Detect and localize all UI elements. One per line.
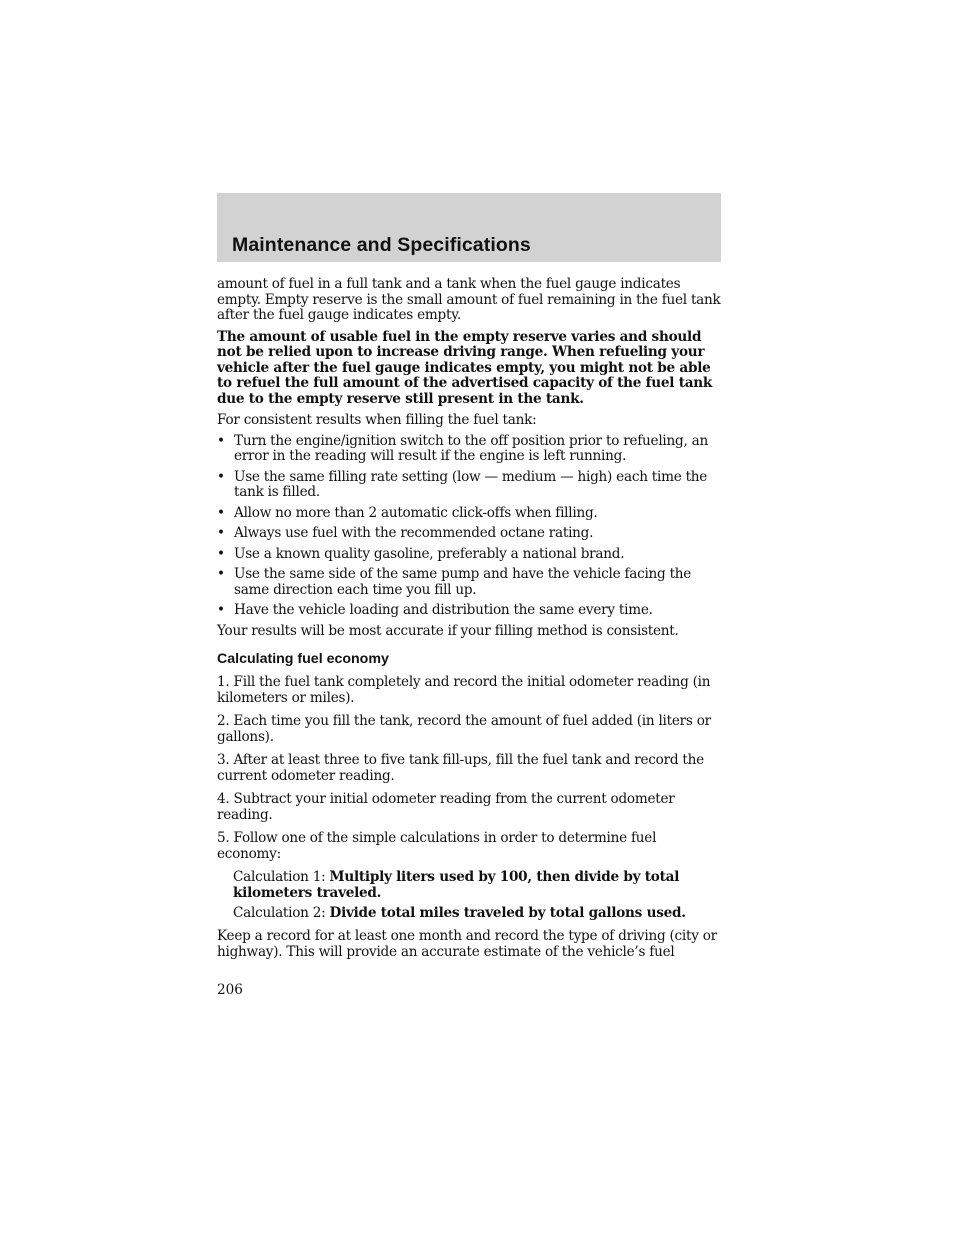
list-item <box>217 470 723 501</box>
step-item: 2. Each time you fill the tank, record the amount of fuel added (in liters or gallons). <box>217 712 711 745</box>
list-item-text: Use the same filling rate setting (low — medium — high) each time the tank is filled. <box>234 468 708 500</box>
bullet-icon: • <box>217 545 225 562</box>
step-item: 1. Fill the fuel tank completely and record the initial odometer reading (in kilometers or miles). <box>217 673 711 706</box>
filling-tips-list <box>217 434 723 619</box>
fuel-economy-steps <box>217 674 723 862</box>
bullet-icon: • <box>217 432 225 449</box>
step-item: 4. Subtract your initial odometer reading from the current odometer reading. <box>217 790 675 823</box>
calculation-text: Divide total miles traveled by total gallons used. <box>329 904 686 921</box>
calculation-text: Multiply liters used by 100, then divide by total kilometers traveled. <box>233 868 680 901</box>
bullet-icon: • <box>217 566 225 582</box>
list-item-text: Use the same side of the same pump and have the vehicle facing the same direction each time you fill up. <box>234 566 692 598</box>
list-item <box>217 526 723 542</box>
calculation-label: Calculation 2: <box>233 904 330 921</box>
results-paragraph: Your results will be most accurate if your filling method is consistent. <box>217 622 679 639</box>
list-item-text: Use a known quality gasoline, preferably a national brand. <box>234 545 625 562</box>
consistent-results-lead: For consistent results when filling the fuel tank: <box>217 412 537 428</box>
list-item-text: Have the vehicle loading and distribution the same every time. <box>234 602 653 618</box>
bullet-icon: • <box>217 525 225 541</box>
keep-record-paragraph: Keep a record for at least one month and record the type of driving (city or highway). This will provide an accurate estimate of the vehicle’s fuel <box>217 927 717 960</box>
bullet-icon: • <box>217 468 225 485</box>
warning-paragraph: The amount of usable fuel in the empty reserve varies and should not be relied upon to increase driving range. When refueling your vehicle after the fuel gauge indicates empty, you might not be able to refuel the full amount of the advertised capacity of the fuel tank due to the empty reserve still present in the tank. <box>217 328 713 407</box>
step-item: 5. Follow one of the simple calculations in order to determine fuel economy: <box>217 829 657 862</box>
list-item <box>217 547 723 563</box>
calculation-1 <box>217 869 723 901</box>
bullet-icon: • <box>217 504 225 521</box>
calculation-label: Calculation 1: <box>233 868 330 885</box>
page-number: 206 <box>217 982 243 998</box>
section-title: Maintenance and Specifications <box>232 234 531 256</box>
subheading-calculating-fuel-economy: Calculating fuel economy <box>217 651 389 667</box>
bullet-icon: • <box>217 602 225 618</box>
list-item-text: Turn the engine/ignition switch to the off position prior to refueling, an error in the reading will result if the engine is left running. <box>234 432 708 464</box>
list-item <box>217 434 723 465</box>
list-item-text: Allow no more than 2 automatic click-offs when filling. <box>234 504 598 521</box>
section-header-band <box>217 193 721 262</box>
intro-paragraph: amount of fuel in a full tank and a tank when the fuel gauge indicates empty. Empty reserve is the small amount of fuel remaining in the fuel tank after the fuel gauge indicates empty. <box>217 276 721 323</box>
calculation-2 <box>217 905 723 921</box>
list-item-text: Always use fuel with the recommended octane rating. <box>234 525 594 541</box>
step-item: 3. After at least three to five tank fill-ups, fill the fuel tank and record the current odometer reading. <box>217 751 704 784</box>
page-content <box>217 277 723 960</box>
list-item <box>217 506 723 522</box>
list-item <box>217 603 723 619</box>
list-item <box>217 567 723 598</box>
